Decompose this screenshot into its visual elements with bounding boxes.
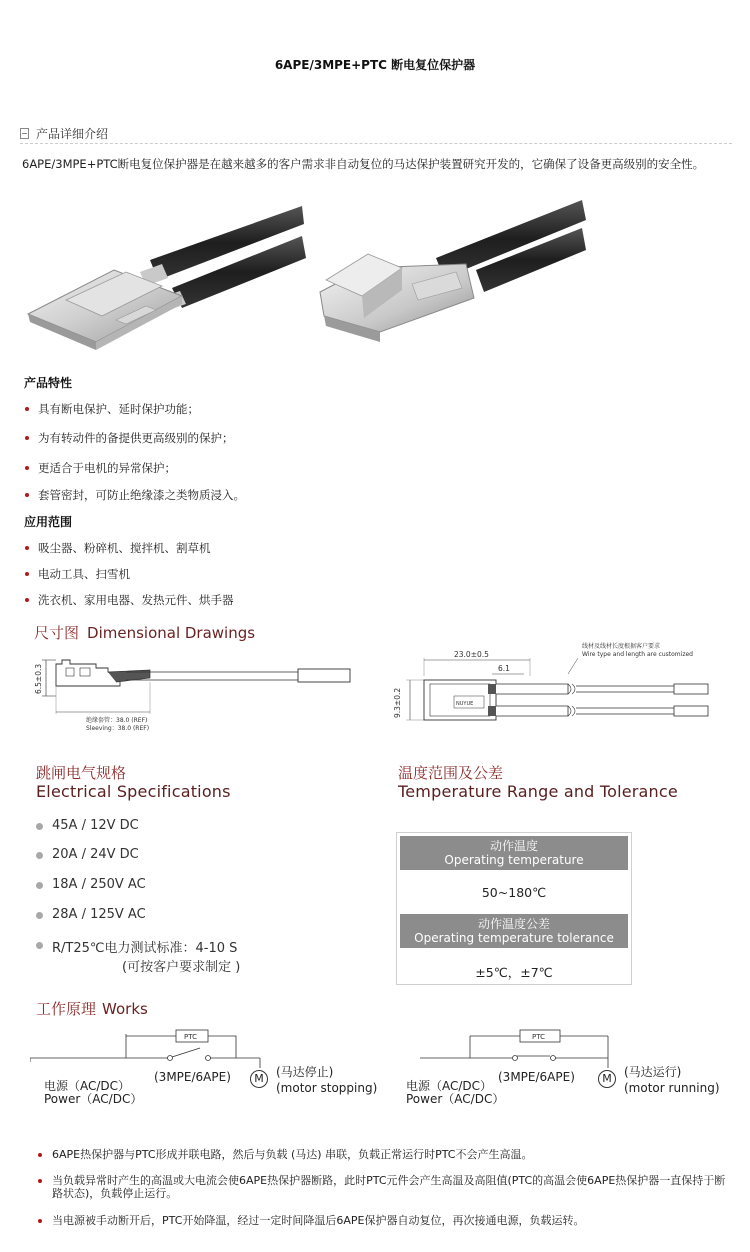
operating-temp-label-cn: 动作温度 bbox=[489, 839, 538, 853]
operating-temp-label-en: Operating temperature bbox=[444, 853, 584, 867]
dim-title-cn: 尺寸图 bbox=[34, 624, 80, 642]
tolerance-value: ±5℃，±7℃ bbox=[475, 965, 553, 980]
feature-item: 套管密封，可防止绝缘漆之类物质浸入。 bbox=[38, 488, 245, 502]
motor-icon-right: M bbox=[598, 1070, 616, 1088]
applications-heading: 应用范围 bbox=[24, 515, 73, 529]
temperature-table bbox=[396, 832, 632, 985]
feature-item: 为有转动件的备提供更高级别的保护； bbox=[38, 431, 234, 445]
operating-temp-header bbox=[400, 836, 628, 870]
motor-running-cn: (马达运行) bbox=[624, 1065, 682, 1079]
application-item: 洗衣机、家用电器、发热元件、烘手器 bbox=[38, 593, 234, 607]
height-dimension-label: 6.5±0.3 bbox=[34, 663, 43, 694]
electrical-spec-item: R/T25℃电力测试标准：4-10 S bbox=[52, 937, 237, 956]
features-heading: 产品特性 bbox=[24, 376, 73, 390]
sleeving-cn-label: 绝缘套管：38.0 (REF) bbox=[86, 717, 148, 724]
power-label-cn-right: 电源（AC/DC） bbox=[406, 1079, 493, 1093]
wire-note-en: Wire type and length are customized bbox=[582, 651, 693, 658]
power-label-cn-left: 电源（AC/DC） bbox=[44, 1079, 131, 1093]
side-view-drawing bbox=[30, 652, 360, 736]
electrical-spec-item: 20A / 24V DC bbox=[52, 847, 139, 862]
device-label-left: (3MPE/6APE) bbox=[154, 1070, 231, 1084]
product-photo-left bbox=[22, 196, 312, 364]
product-photo-right bbox=[316, 196, 594, 364]
document-icon bbox=[20, 128, 29, 139]
working-note-item: 6APE热保护器与PTC形成并联电路，然后与负载 (马达) 串联，负载正常运行时PTC不会产生高温。 bbox=[52, 1148, 732, 1161]
temperature-title-cn: 温度范围及公差 bbox=[398, 764, 504, 782]
dimensional-drawings-title bbox=[34, 622, 255, 643]
product-intro: 6APE/3MPE+PTC断电复位保护器是在越来越多的客户需求非自动复位的马达保护装置研究开发的，它确保了设备更高级别的安全性。 bbox=[22, 157, 705, 171]
application-item: 吸尘器、粉碎机、搅拌机、割草机 bbox=[38, 541, 211, 555]
inner-dimension-label: 6.1 bbox=[498, 664, 510, 673]
electrical-title-en: Electrical Specifications bbox=[36, 782, 231, 801]
working-note-item: 当电源被手动断开后，PTC开始降温，经过一定时间降温后6APE保护器自动复位，再次接通电源，负载运转。 bbox=[52, 1214, 732, 1227]
power-label-en-left: Power（AC/DC） bbox=[44, 1092, 143, 1106]
ptc-label: PTC bbox=[184, 1033, 197, 1041]
electrical-spec-item: 45A / 12V DC bbox=[52, 818, 139, 833]
motor-stopping-cn: (马达停止) bbox=[276, 1065, 334, 1079]
dim-title-en: Dimensional Drawings bbox=[87, 624, 256, 642]
temperature-title-en: Temperature Range and Tolerance bbox=[398, 782, 678, 801]
motor-stopping-en: (motor stopping) bbox=[276, 1081, 378, 1095]
width-dimension-label: 9.3±0.2 bbox=[393, 687, 402, 718]
operating-temp-value: 50~180℃ bbox=[481, 885, 547, 900]
device-label-right: (3MPE/6APE) bbox=[498, 1070, 575, 1084]
feature-item: 具有断电保护、延时保护功能； bbox=[38, 402, 199, 416]
tolerance-header bbox=[400, 914, 628, 948]
electrical-standard-note: (可按客户要求制定 ) bbox=[122, 960, 241, 975]
electrical-spec-item: 18A / 250V AC bbox=[52, 877, 146, 892]
sleeving-en-label: Sleeving：38.0 (REF) bbox=[86, 725, 150, 732]
electrical-title-cn: 跳闸电气规格 bbox=[36, 764, 127, 782]
brand-mark-label: NUYUE bbox=[456, 701, 474, 707]
motor-icon-left: M bbox=[250, 1070, 268, 1088]
works-title-en: Works bbox=[102, 1000, 148, 1018]
wire-note-cn: 线材及线材长度根据客户要求 bbox=[582, 643, 661, 650]
electrical-spec-item: 28A / 125V AC bbox=[52, 907, 146, 922]
works-title bbox=[36, 998, 148, 1019]
tolerance-label-cn: 动作温度公差 bbox=[477, 917, 550, 931]
ptc-label-right: PTC bbox=[532, 1033, 545, 1041]
page-title: 6APE/3MPE+PTC 断电复位保护器 bbox=[274, 58, 476, 72]
length-dimension-label: 23.0±0.5 bbox=[454, 650, 489, 659]
top-view-drawing bbox=[388, 638, 718, 734]
power-label-en-right: Power（AC/DC） bbox=[406, 1092, 505, 1106]
tolerance-label-en: Operating temperature tolerance bbox=[414, 931, 614, 945]
application-item: 电动工具、扫雪机 bbox=[38, 567, 130, 581]
product-detail-header bbox=[20, 124, 732, 144]
feature-item: 更适合于电机的异常保护； bbox=[38, 461, 176, 475]
working-note-item: 当负载异常时产生的高温或大电流会使6APE热保护器断路，此时PTC元件会产生高温及高阻值(PTC的高温会使6APE热保护器一直保持于断路状态)，负载停止运行。 bbox=[52, 1174, 732, 1200]
motor-running-en: (motor running) bbox=[624, 1081, 720, 1095]
works-title-cn: 工作原理 bbox=[36, 1000, 97, 1018]
product-detail-label: 产品详细介绍 bbox=[36, 127, 109, 141]
